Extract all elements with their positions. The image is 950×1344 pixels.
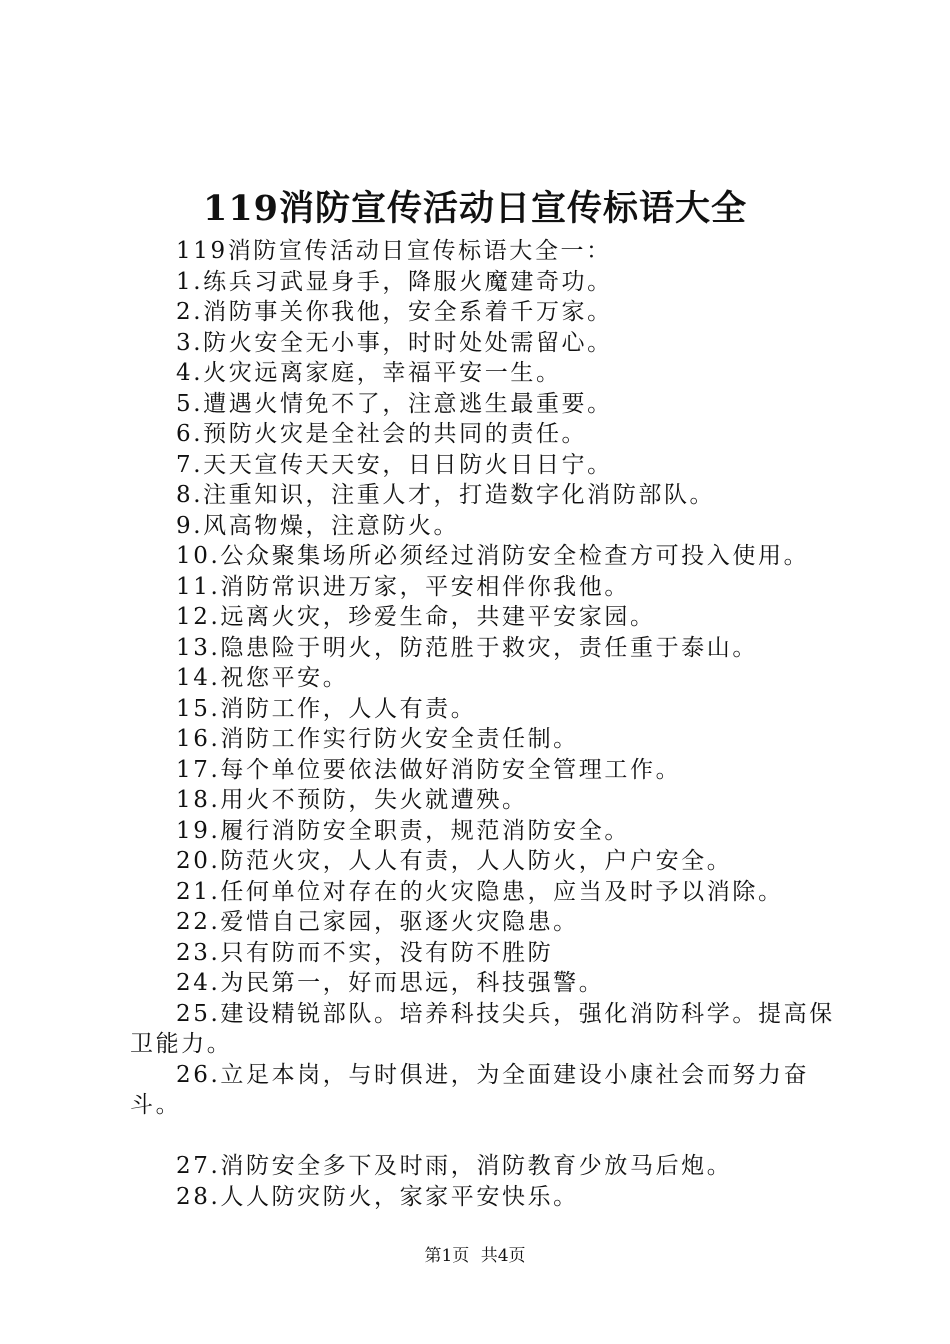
slogan-item: 17.每个单位要依法做好消防安全管理工作。 [176,756,682,783]
page-footer [0,1244,950,1268]
slogan-item: 12.远离火灾，珍爱生命，共建平安家园。 [176,604,656,630]
slogan-item: 14.祝您平安。 [176,665,349,691]
slogan-item: 4.火灾远离家庭，幸福平安一生。 [176,360,562,386]
intro-line: 119消防宣传活动日宣传标语大全一： [176,238,612,264]
slogan-item: 23.只有防而不实，没有防不胜防 [176,939,554,966]
slogan-item: 27.消防安全多下及时雨，消防教育少放马后炮。 [176,1153,733,1179]
slogan-item: 21.任何单位对存在的火灾隐患，应当及时予以消除。 [176,878,784,905]
slogan-item: 18.用火不预防，失火就遭殃。 [176,787,528,813]
slogan-item: 28.人人防灾防火，家家平安快乐。 [176,1183,579,1210]
slogan-item: 2.消防事关你我他，安全系着千万家。 [176,299,613,325]
slogan-item: 9.风高物燥，注意防火。 [176,512,460,539]
slogan-item: 5.遭遇火情免不了，注意逃生最重要。 [176,390,613,417]
page-number: 第1页 [424,1246,470,1266]
slogan-item: 7.天天宣传天天安，日日防火日日宁。 [176,451,613,478]
slogan-item: 16.消防工作实行防火安全责任制。 [176,726,579,752]
slogan-item: 11.消防常识进万家，平安相伴你我他。 [176,573,630,600]
slogan-item: 8.注重知识，注重人才，打造数字化消防部队。 [176,482,716,508]
slogan-item: 3.防火安全无小事，时时处处需留心。 [176,329,613,356]
slogan-item: 10.公众聚集场所必须经过消防安全检查方可投入使用。 [176,543,810,569]
slogan-item: 1.练兵习武显身手，降服火魔建奇功。 [176,268,613,295]
slogan-item: 19.履行消防安全职责，规范消防安全。 [176,817,630,844]
slogan-item: 24.为民第一，好而思远，科技强警。 [176,970,605,996]
slogan-item: 25.建设精锐部队。培养科技尖兵，强化消防科学。提高保卫能力。 [130,1000,835,1057]
slogan-item: 13.隐患险于明火，防范胜于救灾，责任重于泰山。 [176,634,758,661]
document-title: 119消防宣传活动日宣传标语大全 [202,188,748,229]
page-total: 共4页 [480,1246,526,1266]
slogan-item: 26.立足本岗，与时俱进，为全面建设小康社会而努力奋斗。 [130,1061,810,1118]
slogan-item: 20.防范火灾，人人有责，人人防火，户户安全。 [176,848,733,874]
document-body [130,236,840,1212]
slogan-item: 22.爱惜自己家园，驱逐火灾隐患。 [176,909,579,935]
slogan-item: 6.预防火灾是全社会的共同的责任。 [176,421,588,447]
slogan-item: 15.消防工作，人人有责。 [176,695,477,722]
